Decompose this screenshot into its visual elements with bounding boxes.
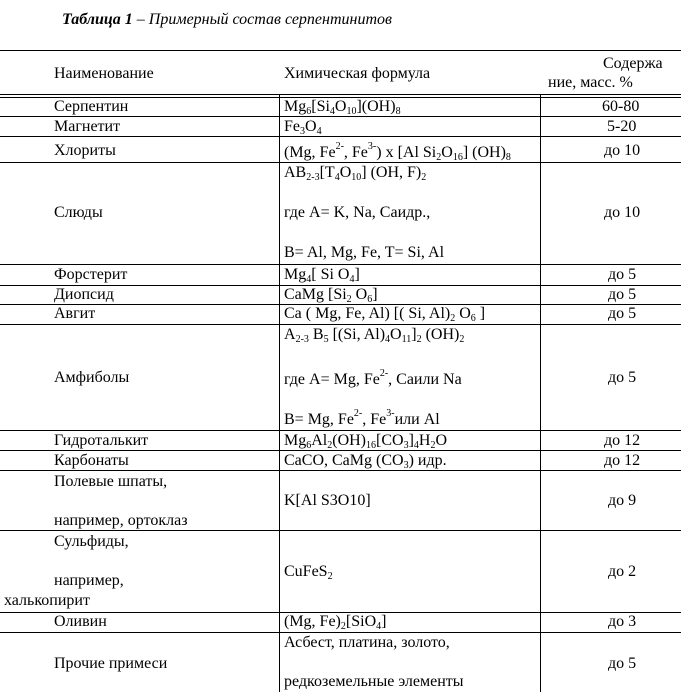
- row-content: до 10: [604, 204, 641, 221]
- rule: [0, 116, 681, 117]
- header-content-line1: Содержа: [603, 55, 663, 72]
- rule: [0, 530, 681, 531]
- row-formula: CuFeS$_2$: [284, 563, 333, 582]
- table-caption: [62, 11, 392, 29]
- rule: [0, 162, 681, 163]
- row-name-line: халькопирит: [4, 592, 90, 609]
- rule: [0, 632, 681, 633]
- row-formula-line: где A= K, Na, Саидр.,: [284, 204, 431, 221]
- row-name: Слюды: [54, 204, 103, 221]
- row-name: Амфиболы: [54, 369, 130, 386]
- row-formula: CaCO, CaMg $(CO_3)$ идр.: [284, 452, 447, 471]
- row-formula-line: $AB_{2-3}[T_4O_{10}]$ (OH, $F)_2$: [284, 164, 427, 183]
- row-name: Карбонаты: [54, 452, 129, 469]
- rule: [0, 470, 681, 471]
- row-name: Оливин: [54, 613, 107, 630]
- row-content: до 5: [608, 369, 637, 386]
- row-formula: $Mg_6Al_2(OH)_{16}[CO_3]_4H_2O$: [284, 432, 448, 451]
- rule: [0, 324, 681, 325]
- row-content: до 12: [604, 432, 641, 449]
- row-content: до 3: [608, 613, 637, 630]
- row-name: Магнетит: [54, 118, 121, 135]
- row-formula-line: $A_{2-3}$ $B_5$ [(Si, $Al)_4O_{11}]_2$ $(OH)_2$: [284, 326, 465, 345]
- row-name: Диопсид: [54, 286, 114, 303]
- row-formula-line: Асбест, платина, золото,: [284, 634, 450, 651]
- row-name-line: например,: [54, 572, 124, 589]
- row-formula: (Mg, $Fe)_2[SiO_4]$: [284, 613, 387, 632]
- row-formula: $Fe_3O_4$: [284, 118, 322, 137]
- row-name: Хлориты: [54, 142, 116, 159]
- row-formula-line: редкоземельные элементы: [284, 673, 464, 690]
- rule: [0, 450, 681, 451]
- column-divider: [540, 94, 541, 692]
- row-content: до 5: [608, 655, 637, 672]
- rule: [0, 136, 681, 137]
- row-content: 60-80: [602, 98, 640, 115]
- row-content: до 12: [604, 452, 641, 469]
- row-name-line: например, ортоклаз: [54, 512, 188, 529]
- header-name: Наименование: [54, 65, 154, 82]
- row-content: 5-20: [607, 118, 637, 135]
- rule: [0, 264, 681, 265]
- row-formula-line: где A= Mg, $Fe^{2-}$, Саили Na: [284, 368, 462, 388]
- row-name-line: Сульфиды,: [54, 533, 129, 550]
- rule: [0, 50, 681, 51]
- row-name: Гидроталькит: [54, 432, 149, 449]
- row-formula: (Mg, $Fe^{2-}$, $Fe^{3-}$) x [Al $Si_2O_{16}$] $(OH)_8$: [284, 141, 511, 163]
- row-name: Форстерит: [54, 266, 128, 283]
- row-content: до 9: [608, 492, 637, 509]
- row-formula: Ca ( Mg, Fe, Al) [( Si, $Al)_2$ $O_6$ ]: [284, 305, 486, 324]
- row-content: до 5: [608, 286, 637, 303]
- row-formula-line: B= Mg, $Fe^{2-}$, $Fe^{3-}или$ Al: [284, 408, 440, 428]
- rule: [0, 94, 681, 95]
- row-formula: $Mg_4$[ Si $O_4$]: [284, 266, 360, 285]
- row-name: Прочие примеси: [54, 655, 168, 672]
- row-formula: $Mg_6[Si_4O_{10}](OH)_8$: [284, 98, 401, 117]
- caption-bold: Таблица 1: [62, 11, 133, 28]
- row-content: до 5: [608, 305, 637, 322]
- column-divider: [279, 94, 280, 692]
- row-formula: K[Al S3O10]: [284, 492, 371, 509]
- row-formula-line: B= Al, Mg, Fe, T= Si, Al: [284, 244, 445, 261]
- rule: [0, 430, 681, 431]
- row-content: до 5: [608, 266, 637, 283]
- row-formula: CaMg [$Si_2$ $O_6$]: [284, 286, 378, 305]
- row-content: до 10: [604, 142, 641, 159]
- header-formula: Химическая формула: [284, 65, 431, 82]
- row-name: Авгит: [54, 305, 96, 322]
- row-name: Серпентин: [54, 98, 129, 115]
- caption-text: – Примерный состав серпентинитов: [132, 11, 392, 28]
- row-content: до 2: [608, 563, 637, 580]
- header-content-line2: ние, масс. %: [548, 74, 633, 91]
- row-name-line: Полевые шпаты,: [54, 473, 168, 490]
